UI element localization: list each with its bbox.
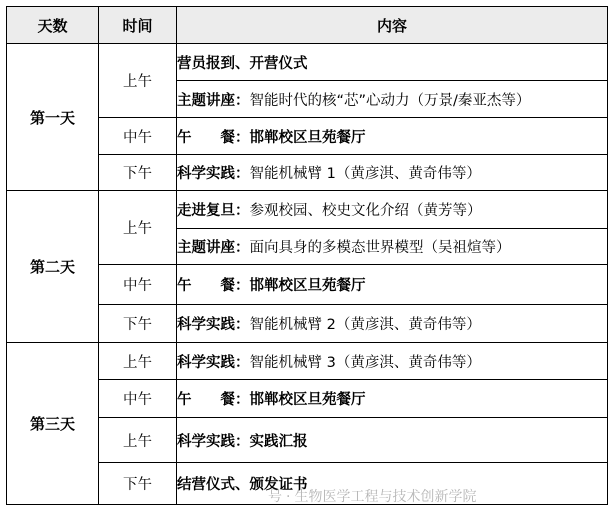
time-cell: 中午 [99, 265, 177, 305]
header-row [7, 7, 608, 44]
content-cell: 营员报到、开营仪式 [177, 44, 608, 81]
time-cell: 上午 [99, 44, 177, 118]
content-cell: 午 餐：邯郸校区旦苑餐厅 [177, 265, 608, 305]
content-cell: 结营仪式、颁发证书 [177, 463, 608, 505]
time-cell: 上午 [99, 191, 177, 265]
time-cell: 下午 [99, 305, 177, 343]
time-cell: 中午 [99, 380, 177, 418]
content-cell: 科学实践：实践汇报 [177, 418, 608, 463]
day-label: 第二天 [7, 191, 99, 343]
time-cell: 下午 [99, 463, 177, 505]
time-cell: 中午 [99, 118, 177, 155]
schedule-table [6, 6, 608, 505]
watermark-prefix: 号 [268, 489, 282, 505]
table-row [7, 343, 608, 380]
content-cell: 科学实践：智能机械臂 2（黄彦淇、黄奇伟等） [177, 305, 608, 343]
time-cell: 下午 [99, 155, 177, 191]
header-day: 天数 [7, 7, 99, 44]
content-cell: 午 餐：邯郸校区旦苑餐厅 [177, 380, 608, 418]
header-content: 内容 [177, 7, 608, 44]
table-row [7, 191, 608, 229]
header-time: 时间 [99, 7, 177, 44]
day-label: 第一天 [7, 44, 99, 191]
content-cell: 主题讲座：智能时代的核“芯”心动力（万景/秦亚杰等） [177, 81, 608, 118]
watermark-dot: · [286, 489, 291, 505]
time-cell: 上午 [99, 343, 177, 380]
table-row [7, 44, 608, 81]
time-cell: 上午 [99, 418, 177, 463]
content-cell: 科学实践：智能机械臂 1（黄彦淇、黄奇伟等） [177, 155, 608, 191]
content-cell: 主题讲座：面向具身的多模态世界模型（吴祖煊等） [177, 229, 608, 265]
content-cell: 走进复旦：参观校园、校史文化介绍（黄芳等） [177, 191, 608, 229]
watermark-name: 生物医学工程与技术创新学院 [294, 489, 477, 505]
content-cell: 午 餐：邯郸校区旦苑餐厅 [177, 118, 608, 155]
content-cell: 科学实践：智能机械臂 3（黄彦淇、黄奇伟等） [177, 343, 608, 380]
day-label: 第三天 [7, 343, 99, 505]
watermark [268, 486, 476, 506]
